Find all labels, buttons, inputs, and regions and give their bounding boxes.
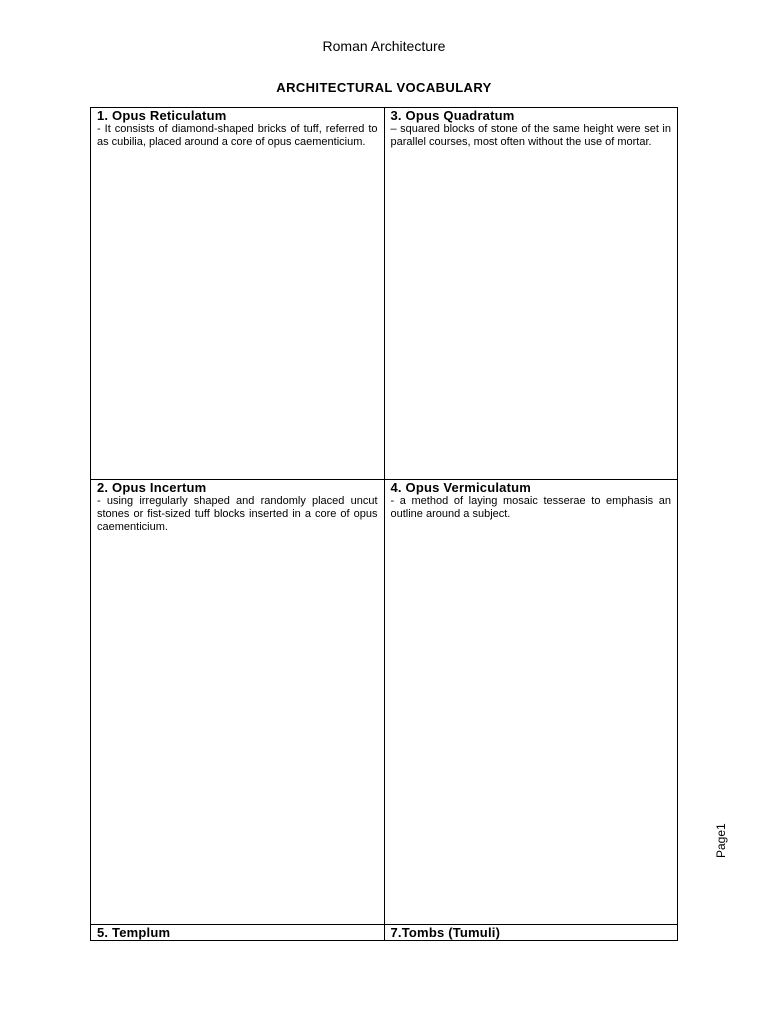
vocab-definition: - a method of laying mosaic tesserae to emphasis an outline around a subject.: [390, 495, 671, 520]
vocab-cell-tombs: [384, 925, 678, 941]
vocab-definition: - using irregularly shaped and randomly placed uncut stones or fist-sized tuff blocks inserted in a core of opus caementicium.: [97, 495, 378, 533]
vocabulary-table: [90, 107, 678, 941]
vocab-term: 7.Tombs (Tumuli): [390, 925, 501, 940]
vocab-term: 3. Opus Quadratum: [390, 108, 515, 123]
vocab-definition: - It consists of diamond-shaped bricks of tuff, referred to as cubilia, placed around a core of opus caementicium.: [97, 123, 378, 148]
vocab-term: 5. Templum: [97, 925, 171, 940]
vocab-cell-opus-vermiculatum: [384, 480, 678, 925]
vocab-cell-opus-quadratum: [384, 108, 678, 480]
table-row: [91, 108, 678, 480]
page-header: Roman Architecture: [322, 38, 446, 54]
vocab-term: 4. Opus Vermiculatum: [390, 480, 532, 495]
vocab-cell-opus-incertum: [91, 480, 385, 925]
table-row: [91, 480, 678, 925]
vocab-cell-templum: [91, 925, 385, 941]
vocab-term: 2. Opus Incertum: [97, 480, 207, 495]
table-row: [91, 925, 678, 941]
page-number: Page1: [714, 823, 728, 858]
page-title: ARCHITECTURAL VOCABULARY: [276, 80, 492, 95]
vocab-term: 1. Opus Reticulatum: [97, 108, 227, 123]
vocab-definition: – squared blocks of stone of the same height were set in parallel courses, most often without the use of mortar.: [390, 123, 671, 148]
vocab-cell-opus-reticulatum: [91, 108, 385, 480]
